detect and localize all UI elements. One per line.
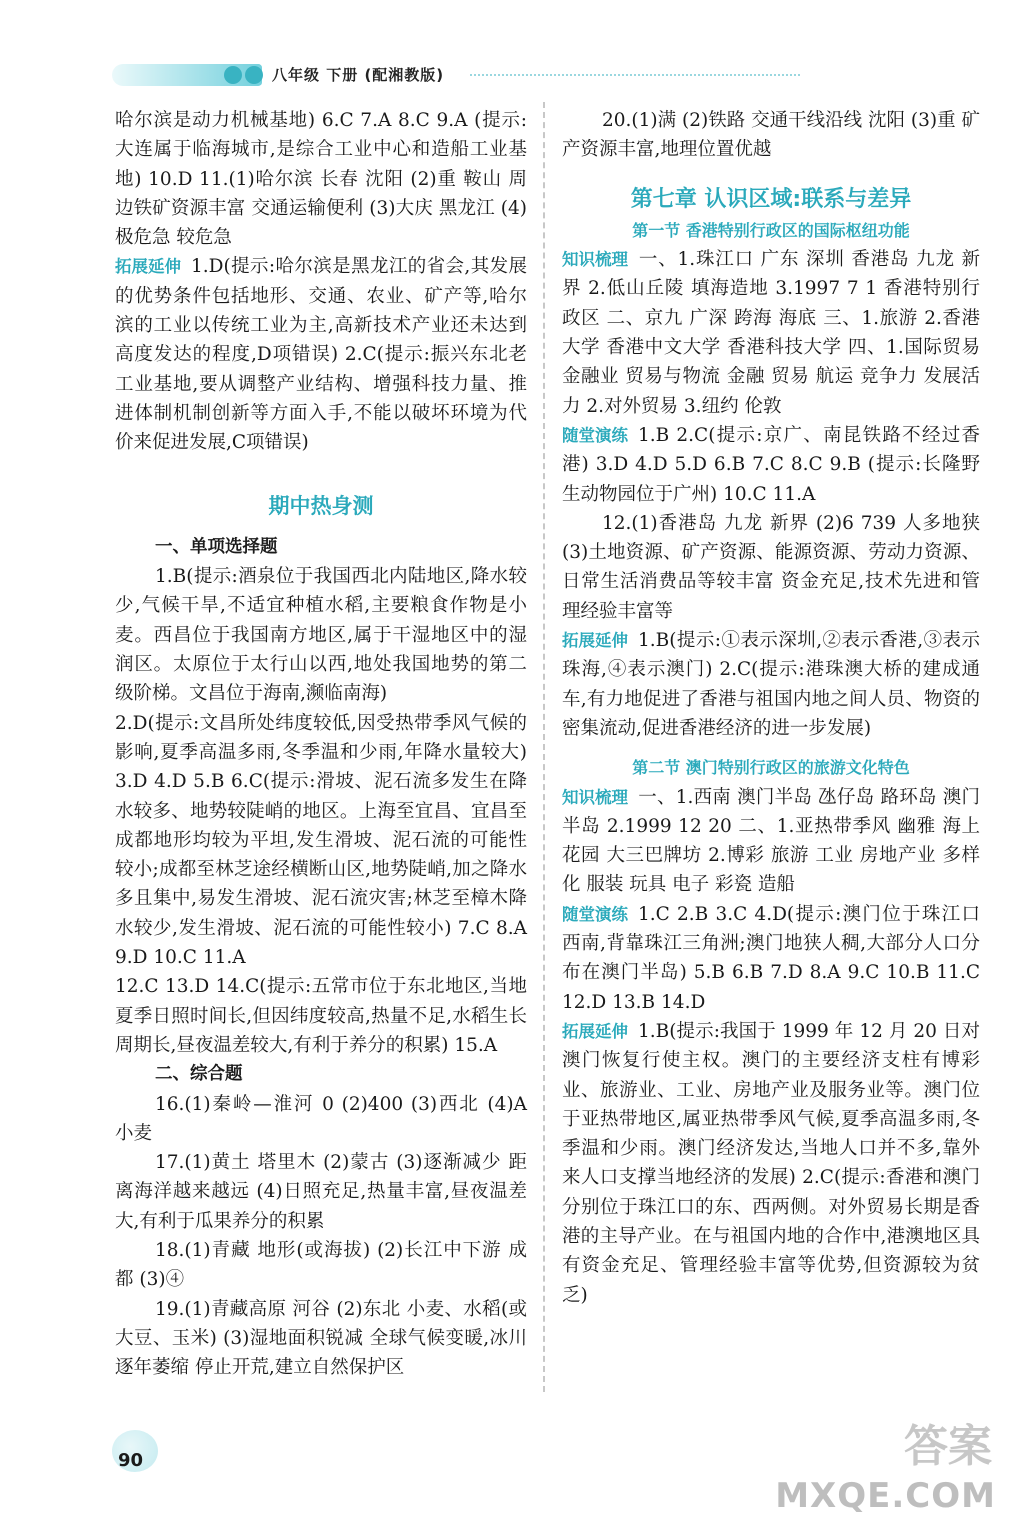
answer-q1: 1.B(提示:酒泉位于我国西北内陆地区,降水较少,气候干旱,不适宜种植水稻,主要粮食作物是小麦。西昌位于我国南方地区,属于干湿地区中的湿润区。太原位于太行山以西,地处我国地势的第二级阶梯。文昌位于海南,濒临南海) (115, 566, 527, 705)
answer-q16: 16.(1)秦岭—淮河 0 (2)400 (3)西北 (4)A 小麦 (115, 1093, 527, 1144)
answer-q12-q15: 12.C 13.D 14.C(提示:五常市位于东北地区,当地夏季日照时间长,但因纬度较高,热量不足,水稻生长周期长,昼夜温差较大,有利于养分的积累) 15.A (115, 976, 527, 1056)
page-number: 90 (118, 1450, 144, 1471)
right-column (562, 106, 980, 1310)
s2-knowledge (562, 783, 980, 900)
answer-q2-q11: 2.D(提示:文昌所处纬度较低,因受热带季风气候的影响,夏季高温多雨,冬季温和少雨,年降水量较大) 3.D 4.D 5.B 6.C(提示:滑坡、泥石流多发生在降水较多、地势较陡峭的地区。上海至宜昌、宜昌至成都地形均较为平坦,发生滑坡、泥石流的可能性较小;成都至林芝途经横断山区,地势陡峭,加之降水多且集中,易发生滑坡、泥石流灾害;林芝至樟木降水较少,发生滑坡、泥石流的可能性较小) 7.C 8.A 9.D 10.C 11.A (115, 712, 527, 969)
tag-extension: 拓展延伸 (115, 257, 181, 277)
s2-practice (562, 900, 980, 1017)
s1-knowledge (562, 245, 980, 421)
left-column (115, 106, 527, 1382)
s2-knowledge-text: 一、1.西南 澳门半岛 氹仔岛 路环岛 澳门半岛 2.1999 12 20 二、1.亚热带季风 幽雅 海上花园 大三巴牌坊 2.博彩 旅游 工业 房地产业 多样化 服装 玩具 电子 彩瓷 造船 (562, 786, 980, 896)
section-title-midterm: 期中热身测 (268, 493, 374, 518)
tag-practice: 随堂演练 (562, 425, 628, 445)
answer-q19: 19.(1)青藏高原 河谷 (2)东北 小麦、水稻(或大豆、玉米) (3)湿地面积锐减 全球气候变暖,冰川逐年萎缩 停止开荒,建立自然保护区 (115, 1298, 527, 1379)
section-2-title: 第二节 澳门特别行政区的旅游文化特色 (632, 758, 910, 778)
left-paragraph-2 (115, 252, 527, 457)
answer-q18: 18.(1)青藏 地形(或海拔) (2)长江中下游 成都 (3)④ (115, 1239, 527, 1291)
s1-q12: 12.(1)香港岛 九龙 新界 (2)6 739 人多地狭 (3)土地资源、矿产资源、能源资源、劳动力资源、日常生活消费品等较丰富 资金充足,技术先进和管理经验丰富等 (562, 512, 980, 622)
s1-extension (562, 626, 980, 743)
s1-extension-text: 1.B(提示:①表示深圳,②表示香港,③表示珠海,④表示澳门) 2.C(提示:港珠澳大桥的建成通车,有力地促进了香港与祖国内地之间人员、物资的密集流动,促进香港经济的进一步发展) (562, 630, 980, 739)
s2-practice-text: 1.C 2.B 3.C 4.D(提示:澳门位于珠江口西南,背靠珠江三角洲;澳门地狭人稠,大部分人口分布在澳门半岛) 5.B 6.B 7.D 8.A 9.C 10.B 11.C 12.D 13.B 14.D (562, 903, 980, 1013)
header-dots-icon (224, 66, 263, 84)
answer-q17: 17.(1)黄土 塔里木 (2)蒙古 (3)逐渐减少 距离海洋越来越远 (4)日照充足,热量丰富,昼夜温差大,有利于瓜果养分的积累 (115, 1152, 527, 1232)
answer-q20: 20.(1)满 (2)铁路 交通干线沿线 沈阳 (3)重 矿产资源丰富,地理位置优越 (562, 110, 980, 161)
watermark-logo: 答案 (904, 1421, 992, 1472)
watermark (775, 1416, 1016, 1526)
watermark-site: MXQE.COM (775, 1476, 996, 1516)
left-paragraph-2-text: 1.D(提示:哈尔滨是黑龙江的省会,其发展的优势条件包括地形、交通、农业、矿产等,哈尔滨的工业以传统工业为主,高新技术产业还未达到高度发达的程度,D项错误) 2.C(提示:振兴东北老工业基地,要从调整产业结构、增强科技力量、推进体制机制创新等方面入手,不能以破坏环境为代价来促进发展,C项错误) (115, 256, 527, 454)
heading-comprehensive: 二、综合题 (155, 1064, 243, 1085)
chapter-title: 第七章 认识区域:联系与差异 (630, 186, 912, 212)
s1-knowledge-text: 一、1.珠江口 广东 深圳 香港岛 九龙 新界 2.低山丘陵 填海造地 3.1997 7 1 香港特别行政区 二、京九 广深 跨海 海底 三、1.旅游 2.香港大学 香港中文大学 香港科技大学 四、1.国际贸易 金融业 贸易与物流 金融 贸易 航运 竞争力 发展活力 2.对外贸易 3.纽约 伦敦 (562, 249, 980, 417)
s2-extension-text: 1.B(提示:我国于 1999 年 12 月 20 日对澳门恢复行使主权。澳门的主要经济支柱有博彩业、旅游业、工业、房地产业及服务业等。澳门位于亚热带地区,属亚热带季风气候,夏季高温多雨,冬季温和少雨。澳门经济发达,当地人口并不多,靠外来人口支撑当地经济的发展) 2.C(提示:香港和澳门分别位于珠江口的东、西两侧。对外贸易长期是香港的主导产业。在与祖国内地的合作中,港澳地区具有资金充足、管理经验丰富等优势,但资源较为贫乏) (562, 1020, 980, 1306)
tag-extension: 拓展延伸 (562, 1021, 628, 1041)
s1-practice-text: 1.B 2.C(提示:京广、南昆铁路不经过香港) 3.D 4.D 5.D 6.B 7.C 8.C 9.B (提示:长隆野生动物园位于广州) 10.C 11.A (562, 424, 980, 505)
heading-single-choice: 一、单项选择题 (155, 536, 278, 557)
header-dotted-line (470, 74, 800, 76)
header-title: 八年级 下册 (配湘教版) (272, 66, 445, 84)
s2-extension (562, 1017, 980, 1310)
section-1-title: 第一节 香港特别行政区的国际枢纽功能 (632, 220, 910, 240)
tag-knowledge: 知识梳理 (562, 250, 628, 270)
tag-practice: 随堂演练 (562, 904, 628, 924)
s1-practice (562, 421, 980, 509)
column-divider (543, 102, 545, 1392)
left-paragraph-1: 哈尔滨是动力机械基地) 6.C 7.A 8.C 9.A (提示:大连属于临海城市,是综合工业中心和造船工业基地) 10.D 11.(1)哈尔滨 长春 沈阳 (2)重 鞍山 周边铁矿资源丰富 交通运输便利 (3)大庆 黑龙江 (4)极危急 较危急 (115, 110, 527, 249)
tag-knowledge: 知识梳理 (562, 787, 628, 807)
tag-extension: 拓展延伸 (562, 631, 628, 651)
page-header (112, 58, 712, 92)
